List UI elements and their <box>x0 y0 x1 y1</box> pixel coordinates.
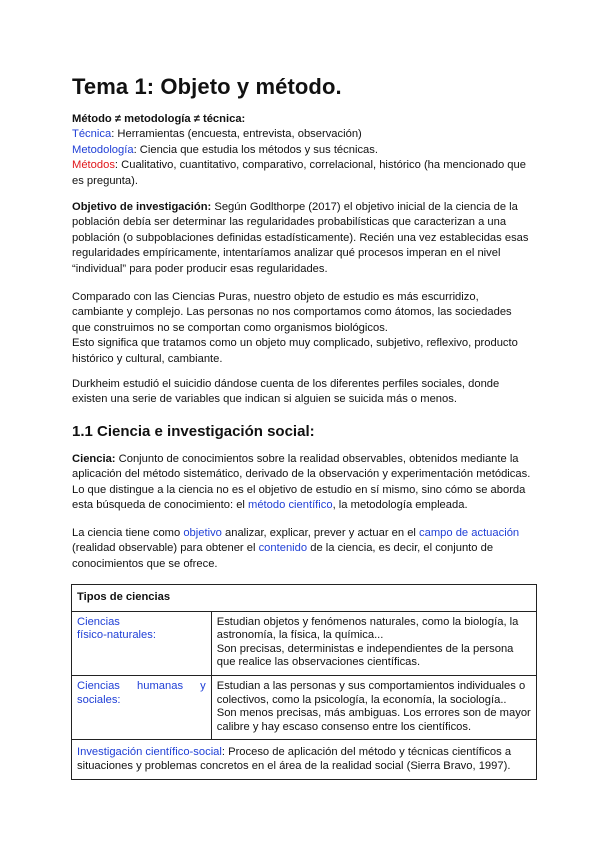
section-heading: 1.1 Ciencia e investigación social: <box>72 423 315 440</box>
comparado-line: cambiante y complejo. Las personas no nos comportamos como átomos, las sociedades <box>72 306 512 319</box>
table-description-cell <box>211 611 536 675</box>
ciencia-text: , la metodología empleada. <box>332 499 468 512</box>
description-line: Estudian objetos y fenómenos naturales, como la biología, la <box>216 615 519 628</box>
campo-actuacion-term: campo de actuación <box>419 527 520 539</box>
ciencia-line: Lo que distingue a la ciencia no es el objetivo de estudio en sí mismo, sino cómo se aborda <box>72 483 526 496</box>
metodos-definition <box>72 158 530 173</box>
ciencia-text: esta búsqueda de conocimiento: el <box>72 499 249 512</box>
objetivo-line: población debía ser determinar las regularidades probabilísticas que caracterizan a una <box>72 216 507 229</box>
durkheim-line: Durkheim estudió el suicidio dándose cuenta de los diferentes perfiles sociales, donde <box>72 378 500 390</box>
category-name: Ciencias <box>77 615 120 628</box>
tecnica-definition <box>72 127 530 142</box>
table-description-cell <box>211 675 536 739</box>
comparado-line: Esto significa que tratamos como un objeto muy complicado, subjetivo, reflexivo, producto <box>72 337 518 350</box>
ciencia-line <box>72 452 530 467</box>
description-line: que realice las observaciones científicas. <box>216 656 421 669</box>
metodos-definition-cont: es pregunta). <box>72 174 138 187</box>
ciencia-objetivo-text: analizar, explicar, prever y actuar en el <box>221 527 420 539</box>
ciencia-line: aplicación del método sistemático, derivado de la observación y experimentación metódicas. <box>72 468 531 481</box>
ciencia-objetivo-line <box>72 526 530 541</box>
page-title: Tema 1: Objeto y método. <box>72 74 342 99</box>
footer-line: situaciones y problemas concretos en el área de la realidad social (Sierra Bravo, 1997). <box>77 759 511 772</box>
ciencia-line <box>72 498 530 513</box>
objetivo-term: objetivo <box>183 527 222 539</box>
ciencia-objetivo-paragraph <box>72 526 530 572</box>
table-category-cell <box>72 675 212 739</box>
category-name: Ciencias humanas y <box>77 679 206 692</box>
metodologia-text: : Ciencia que estudia los métodos y sus técnicas. <box>133 143 378 156</box>
ciencia-objetivo-line: conocimientos que se ofrece. <box>72 557 218 570</box>
footer-text: : Proceso de aplicación del método y técnicas científicos a <box>221 746 512 759</box>
description-line: Son precisas, deterministas e independientes de la persona <box>216 642 514 655</box>
category-name: sociales: <box>77 693 121 706</box>
metodos-label: Métodos <box>72 159 115 172</box>
objetivo-line: “individual” para poder producir esas regularidades. <box>72 262 328 275</box>
category-name: físico-naturales: <box>77 629 156 642</box>
description-line: colectivos, como la psicología, la economía, la sociología.. <box>216 693 507 706</box>
table-footer-row <box>72 740 537 779</box>
ciencia-paragraph <box>72 452 530 514</box>
ciencia-objetivo-line <box>72 541 530 556</box>
durkheim-paragraph <box>72 377 530 408</box>
ciencia-objetivo-text: (realidad observable) para obtener el <box>72 542 259 555</box>
metodologia-label: Metodología <box>72 143 134 156</box>
description-line: Estudian a las personas y sus comportamientos individuales o <box>216 679 526 692</box>
definitions-block <box>72 112 530 189</box>
objetivo-line: población (o subpoblaciones definidas estadísticamente). Recién una vez establecidas esas <box>72 231 529 244</box>
table-category-cell <box>72 611 212 675</box>
ciencia-text: Conjunto de conocimientos sobre la realidad observables, obtenidos mediante la <box>115 453 519 465</box>
description-line: Son menos precisas, más ambiguas. Los errores son de mayor <box>216 707 531 720</box>
ciencia-objetivo-text: La ciencia tiene como <box>72 527 184 539</box>
table-footer-cell <box>72 740 537 779</box>
objetivo-paragraph <box>72 200 530 277</box>
objetivo-label: Objetivo de investigación: <box>72 201 212 213</box>
description-line: calibre y hay escaso consenso entre los científicos. <box>216 720 472 733</box>
metodos-text: : Cualitativo, cuantitativo, comparativo, correlacional, histórico (ha mencionado que <box>114 159 526 172</box>
objetivo-text: Según Godlthorpe (2017) el objetivo inicial de la ciencia de la <box>211 201 518 213</box>
description-line: astronomía, la física, la química... <box>216 629 384 642</box>
comparado-line: que construimos no se comportan como organismos biológicos. <box>72 321 388 334</box>
comparado-line: Comparado con las Ciencias Puras, nuestro objeto de estudio es más escurridizo, <box>72 291 479 303</box>
table-row <box>72 675 537 739</box>
table-row <box>72 611 537 675</box>
comparado-paragraph <box>72 290 530 367</box>
tecnica-text: : Herramientas (encuesta, entrevista, observación) <box>111 128 362 141</box>
metodologia-definition <box>72 143 530 158</box>
ciencia-objetivo-text: de la ciencia, es decir, el conjunto de <box>307 542 494 555</box>
contenido-term: contenido <box>258 542 308 555</box>
objetivo-line <box>72 200 530 215</box>
tipos-ciencias-table <box>71 584 537 780</box>
table-header-row <box>72 585 537 612</box>
tecnica-label: Técnica <box>72 128 112 141</box>
investigacion-term: Investigación científico-social <box>77 746 222 759</box>
definitions-heading: Método ≠ metodología ≠ técnica: <box>72 113 246 125</box>
metodo-cientifico-term: método científico <box>248 499 333 512</box>
durkheim-line: existen una serie de variables que indican si alguien se suicida más o menos. <box>72 393 457 406</box>
comparado-line: histórico y cultural, cambiante. <box>72 352 223 365</box>
table-header: Tipos de ciencias <box>72 585 537 612</box>
ciencia-label: Ciencia: <box>72 453 116 465</box>
objetivo-line: regularidades empíricamente, intentaríamos analizar qué procesos imperan en el nivel <box>72 247 501 260</box>
footer-line <box>77 746 531 760</box>
